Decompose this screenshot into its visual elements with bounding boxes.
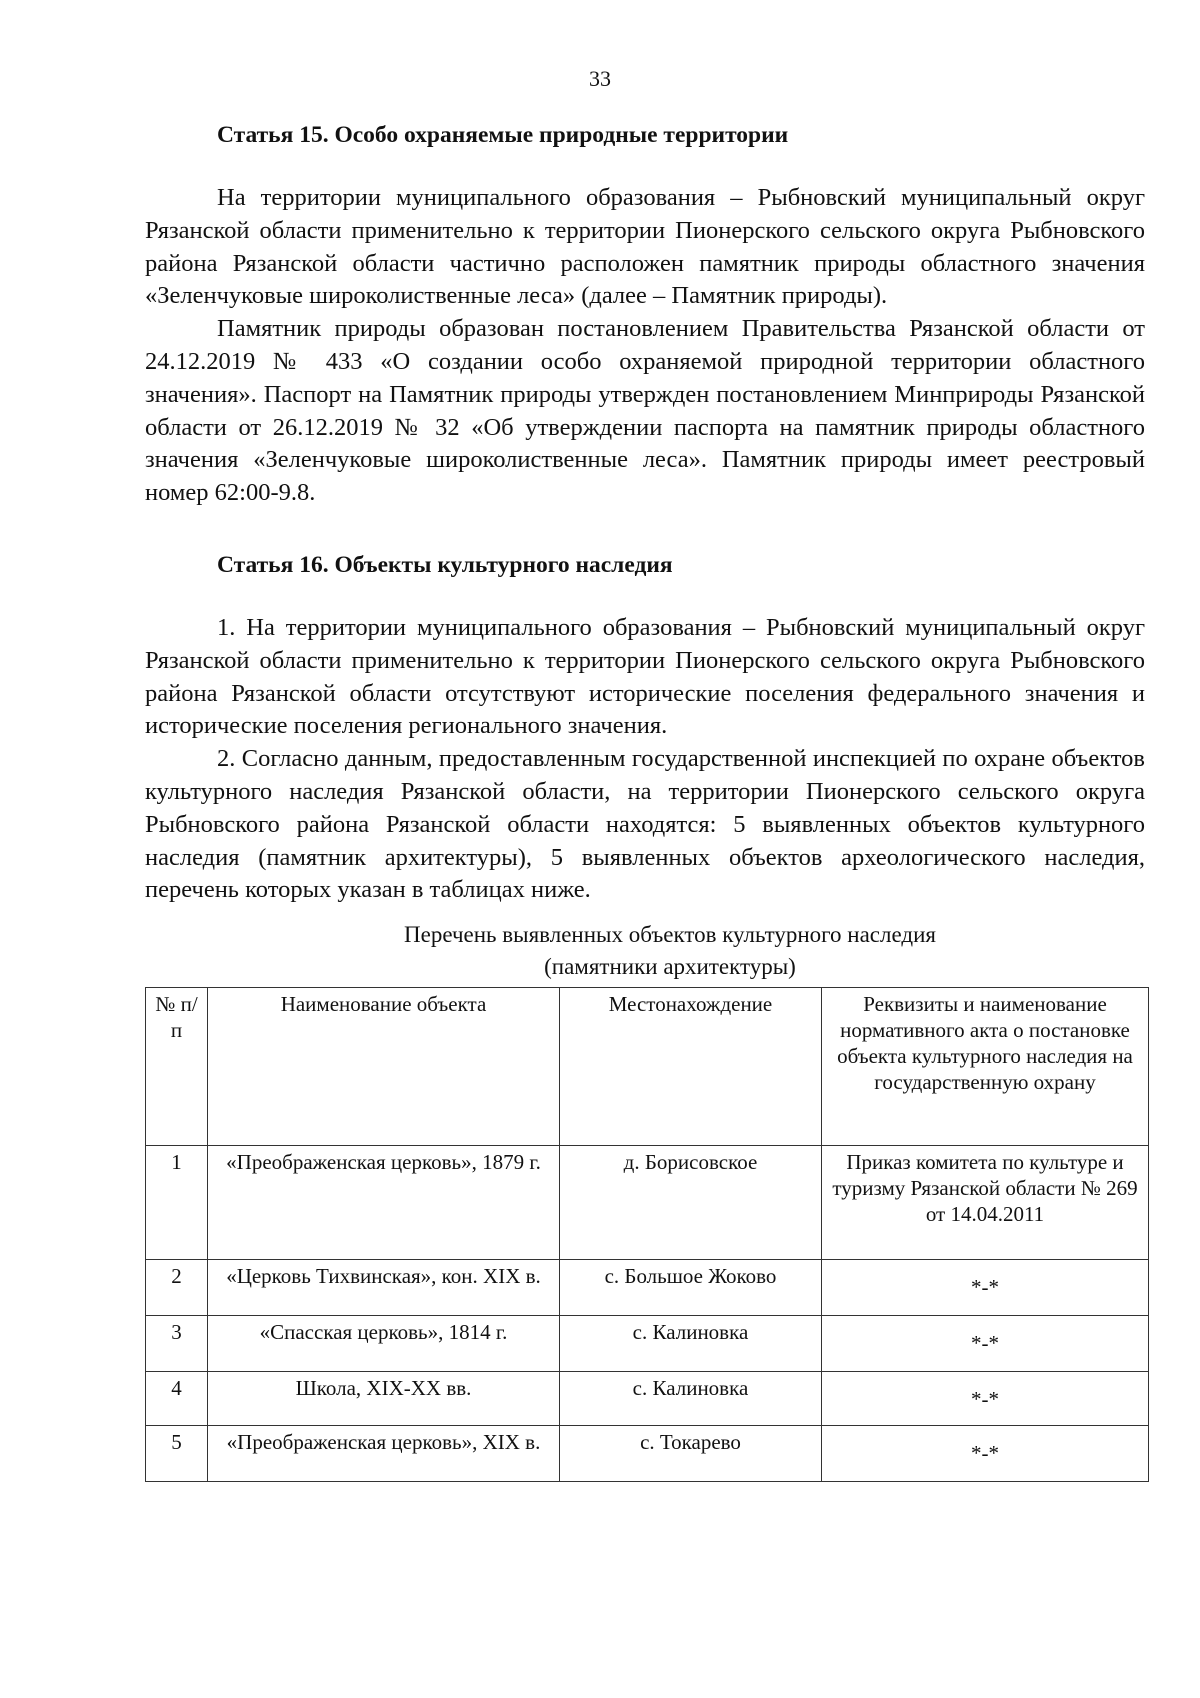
page-content (145, 118, 1145, 1482)
requisites-mark: *-* (971, 1275, 999, 1300)
cell-number: 2 (146, 1260, 208, 1316)
cell-requisites (822, 1426, 1149, 1482)
table-row (146, 1260, 1149, 1316)
article-15-title: Статья 15. Особо охраняемые природные территории (217, 122, 789, 148)
cell-object-name: Школа, XIX-XX вв. (208, 1372, 560, 1426)
heritage-objects-table (145, 987, 1149, 1482)
article-15-paragraph-2: Памятник природы образован постановлением Правительства Рязанской области от 24.12.2019 № 433 «О создании особо охраняемой природной территории областного значения». Паспорт на Памятник природы утвержден постановлением Минприроды Рязанской области от 26.12.2019 № 32 «Об утверждении паспорта на памятник природы областного значения «Зеленчуковые широколиственные леса». Памятник природы имеет реестровый номер 62:00-9.8. (145, 315, 1145, 507)
table-row (146, 1316, 1149, 1372)
table-row (146, 1372, 1149, 1426)
table-row (146, 1146, 1149, 1260)
cell-number: 1 (146, 1146, 208, 1260)
header-object-name: Наименование объекта (208, 988, 560, 1146)
table-caption-line-2: (памятники архитектуры) (544, 954, 796, 980)
cell-object-name: «Церковь Тихвинская», кон. XIX в. (208, 1260, 560, 1316)
cell-object-name: «Спасская церковь», 1814 г. (208, 1316, 560, 1372)
table-row (146, 1426, 1149, 1482)
cell-requisites (822, 1260, 1149, 1316)
header-requisites: Реквизиты и наименование нормативного акта о постановке объекта культурного наследия на государственную охрану (822, 988, 1149, 1146)
cell-location: с. Токарево (560, 1426, 822, 1482)
requisites-mark: *-* (971, 1387, 999, 1412)
cell-location: д. Борисовское (560, 1146, 822, 1260)
cell-number: 4 (146, 1372, 208, 1426)
article-15-paragraph-1: На территории муниципального образования – Рыбновский муниципальный округ Рязанской области применительно к территории Пионерского сельского округа Рыбновского района Рязанской области частично расположен памятник природы областного значения «Зеленчуковые широколиственные леса» (далее – Памятник природы). (145, 184, 1145, 310)
cell-number: 3 (146, 1316, 208, 1372)
cell-object-name: «Преображенская церковь», 1879 г. (208, 1146, 560, 1260)
cell-number: 5 (146, 1426, 208, 1482)
cell-object-name: «Преображенская церковь», XIX в. (208, 1426, 560, 1482)
table-caption-line-1: Перечень выявленных объектов культурного наследия (404, 922, 936, 948)
page-number: 33 (589, 66, 611, 91)
cell-location: с. Большое Жоково (560, 1260, 822, 1316)
table-caption (145, 919, 1145, 983)
header-location: Местонахождение (560, 988, 822, 1146)
cell-requisites (822, 1372, 1149, 1426)
article-16-paragraph-2: 2. Согласно данным, предоставленным государственной инспекцией по охране объектов культурного наследия Рязанской области, на территории Пионерского сельского округа Рыбновского района Рязанской области находятся: 5 выявленных объектов культурного наследия (памятник архитектуры), 5 выявленных объектов археологического наследия, перечень которых указан в таблицах ниже. (145, 745, 1145, 904)
article-16-title: Статья 16. Объекты культурного наследия (217, 551, 673, 578)
cell-requisites: Приказ комитета по культуре и туризму Рязанской области № 269 от 14.04.2011 (822, 1146, 1149, 1260)
cell-location: с. Калиновка (560, 1316, 822, 1372)
requisites-mark: *-* (971, 1441, 999, 1466)
header-number: № п/п (146, 988, 208, 1146)
table-header-row (146, 988, 1149, 1146)
article-16-paragraph-1: 1. На территории муниципального образования – Рыбновский муниципальный округ Рязанской области применительно к территории Пионерского сельского округа Рыбновского района Рязанской области отсутствуют исторические поселения федерального значения и исторические поселения регионального значения. (145, 613, 1145, 740)
requisites-mark: *-* (971, 1331, 999, 1356)
cell-location: с. Калиновка (560, 1372, 822, 1426)
cell-requisites (822, 1316, 1149, 1372)
